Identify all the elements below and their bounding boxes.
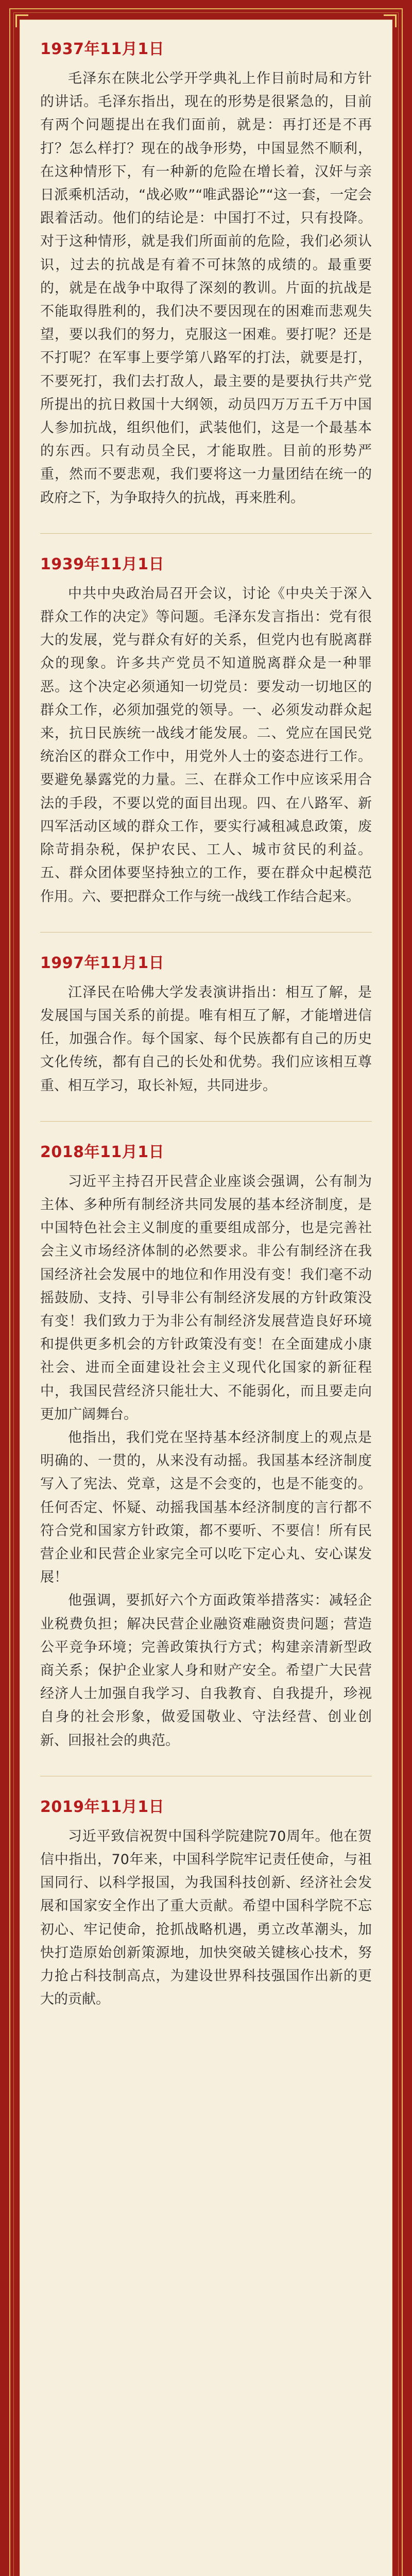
entry-paragraph: 他指出，我们党在坚持基本经济制度上的观点是明确的、一贯的，从来没有动摇。我国基本经济制度写入了宪法、党章，这是不会变的，也是不能变的。任何否定、怀疑、动摇我国基本经济制度的言行都不符合党和国家方针政策，都不要听、不要信！所有民营企业和民营企业家完全可以吃下定心丸、安心谋发展！ [40, 1429, 372, 1586]
section-divider [40, 533, 372, 534]
history-entry-2019 [40, 1797, 372, 2011]
entry-paragraph: 习近平致信祝贺中国科学院建院70周年。他在贺信中指出，70年来，中国科学院牢记责任使命，与祖国同行、以科学报国，为我国科技创新、经济社会发展和国家安全作出了重大贡献。希望中国科学院不忘初心、牢记使命，抢抓战略机遇，勇立改革潮头，加快打造原始创新策源地，加快突破关键核心技术，努力抢占科技制高点，为建设世界科技强国作出新的更大的贡献。 [40, 1828, 372, 2008]
history-entry-1937 [40, 39, 372, 510]
entry-date: 1997年11月1日 [40, 954, 165, 972]
section-divider [40, 1121, 372, 1122]
entry-date: 2018年11月1日 [40, 1143, 165, 1161]
entry-paragraph: 中共中央政治局召开会议，讨论《中央关于深入群众工作的决定》等问题。毛泽东发言指出：党有很大的发展，党与群众有好的关系，但党内也有脱离群众的现象。许多共产党员不知道脱离群众是一种罪恶。这个决定必须通知一切党员：要发动一切地区的群众工作，必须加强党的领导。一、必须发动群众起来，抗日民族统一战线才能发展。二、党应在国民党统治区的群众工作中，用党外人士的姿态进行工作。要避免暴露党的力量。三、在群众工作中应该采用合法的手段，不要以党的面目出现。四、在八路军、新四军活动区域的群众工作，要实行减租减息政策，废除苛捐杂税，保护农民、工人、城市贫民的利益。五、群众团体要坚持独立的工作，要在群众中起模范作用。六、要把群众工作与统一战线工作结合起来。 [40, 585, 372, 905]
section-divider [40, 932, 372, 933]
entry-date: 2019年11月1日 [40, 1798, 165, 1816]
entry-paragraph: 他强调，要抓好六个方面政策举措落实：减轻企业税费负担；解决民营企业融资难融资贵问题；营造公平竞争环境；完善政策执行方式；构建亲清新型政商关系；保护企业家人身和财产安全。希望广大民营经济人士加强自我学习、自我教育、自我提升，珍视自身的社会形象，做爱国敬业、守法经营、创业创新、回报社会的典范。 [40, 1592, 372, 1749]
history-entry-2018 [40, 1142, 372, 1752]
entry-paragraph: 毛泽东在陕北公学开学典礼上作目前时局和方针的讲话。毛泽东指出，现在的形势是很紧急的，目前有两个问题提出在我们面前，就是：再打还是不再打？怎么样打？现在的战争形势，中国显然不顺利，在这种情形下，有一种新的危险在增长着，汉奸与亲日派乘机活动，“战必败”“唯武器论”“这一套，一定会跟着活动。他们的结论是：中国打不过，只有投降。对于这种情形，就是我们所面前的危险，我们必须认识，过去的抗战是有着不可抹煞的成绩的。最重要的，就是在战争中取得了深刻的教训。片面的抗战是不能取得胜利的，我们决不要因现在的困难而悲观失望，要以我们的努力，克服这一困难。要打呢？还是不打呢？在军事上要学第八路军的打法，就要是打，不要死打，我们去打敌人，最主要的是要执行共产党所提出的抗日救国十大纲领，动员四万万五千万中国人参加抗战，组织他们，武装他们，这是一个最基本的东西。只有动员全民，才能取胜。目前的形势严重，然而不要悲观，我们要将这一力量团结在统一的政府之下，为争取持久的抗战，再来胜利。 [40, 71, 372, 506]
entry-paragraph: 江泽民在哈佛大学发表演讲指出：相互了解，是发展国与国关系的前提。唯有相互了解，才能增进信任，加强合作。每个国家、每个民族都有自己的历史文化传统，都有自己的长处和优势。我们应该相互尊重、相互学习，取长补短，共同进步。 [40, 984, 372, 1094]
history-entry-1997 [40, 953, 372, 1097]
history-entry-1939 [40, 554, 372, 908]
article-paper [20, 20, 392, 2576]
entry-date: 1939年11月1日 [40, 555, 165, 573]
entry-paragraph: 习近平主持召开民营企业座谈会强调，公有制为主体、多种所有制经济共同发展的基本经济制度，是中国特色社会主义制度的重要组成部分，也是完善社会主义市场经济体制的必然要求。非公有制经济在我国经济社会发展中的地位和作用没有变！我们毫不动摇鼓励、支持、引导非公有制经济发展的方针政策没有变！我们致力于为非公有制经济发展营造良好环境和提供更多机会的方针政策没有变！在全面建成小康社会、进而全面建设社会主义现代化国家的新征程中，我国民营经济只能壮大、不能弱化，而且要走向更加广阔舞台。 [40, 1173, 372, 1422]
entry-date: 1937年11月1日 [40, 40, 165, 58]
